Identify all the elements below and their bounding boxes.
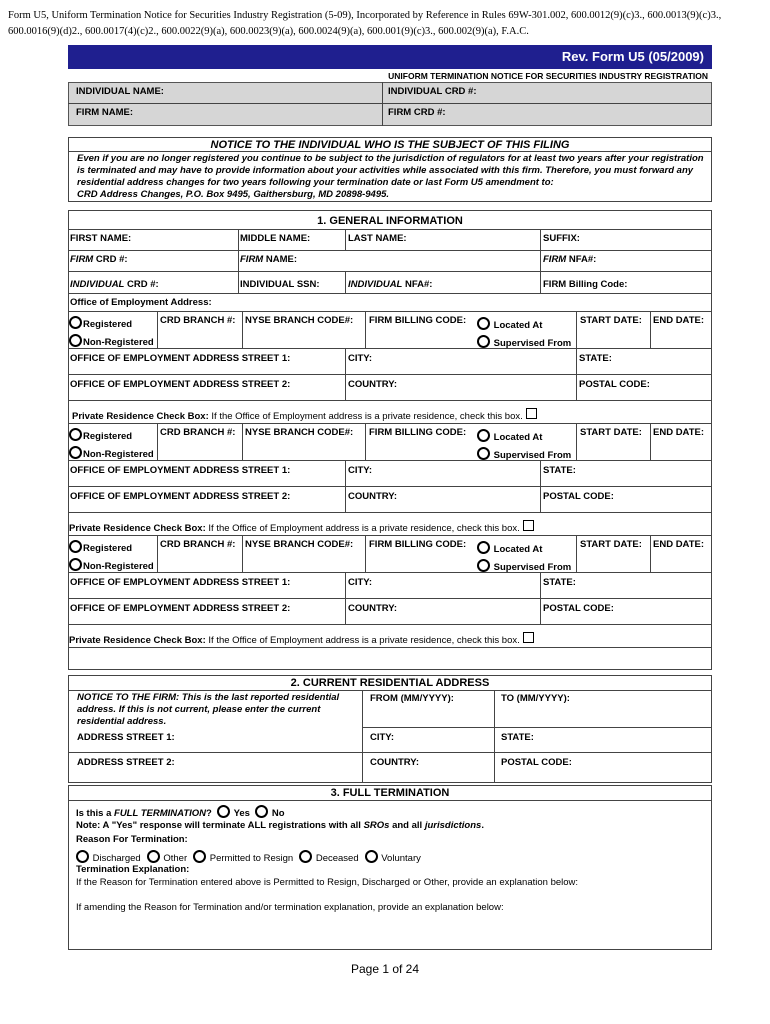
located-at-radio-2[interactable]: [477, 429, 542, 443]
notice-body-text: Even if you are no longer registered you continue to be subject to the jurisdiction of regulators for at least two years after your registration is terminated and may have to provide information about your activities while associated with this firm. Therefore, you must forward any residential address changes for two years following your termination date or last Form U5 amendment to:: [77, 153, 704, 188]
first-name-field[interactable]: FIRST NAME:: [70, 233, 132, 244]
radio-circle-icon: [477, 541, 490, 554]
ind-nfa-rest: NFA#:: [402, 279, 433, 290]
yes-radio[interactable]: [217, 805, 230, 818]
registered-radio-3[interactable]: [69, 540, 132, 554]
office-address-label: Office of Employment Address:: [70, 297, 212, 308]
yes-label: Yes: [233, 808, 250, 819]
middle-name-field[interactable]: MIDDLE NAME:: [240, 233, 311, 244]
section3-title: 3. FULL TERMINATION: [330, 787, 450, 799]
note-post: .: [481, 820, 484, 831]
res-postal-field[interactable]: POSTAL CODE:: [501, 757, 572, 768]
office-state-field-3[interactable]: STATE:: [543, 577, 576, 588]
located-at-radio-3[interactable]: [477, 541, 542, 555]
reason-radio-discharged[interactable]: [76, 853, 141, 864]
firm-billing-field-3[interactable]: FIRM BILLING CODE:: [369, 539, 467, 550]
note-sros: SROs: [363, 820, 390, 831]
crd-branch-field-3[interactable]: CRD BRANCH #:: [160, 539, 236, 550]
private-residence-label: Private Residence Check Box:: [69, 523, 206, 534]
nyse-branch-field-3[interactable]: NYSE BRANCH CODE#:: [245, 539, 354, 550]
form-subtitle: UNIFORM TERMINATION NOTICE FOR SECURITIES INDUSTRY REGISTRATION: [388, 71, 708, 81]
to-date-field[interactable]: TO (MM/YYYY):: [501, 693, 570, 704]
firm-billing-field-2[interactable]: FIRM BILLING CODE:: [369, 427, 467, 438]
radio-circle-icon: [69, 540, 82, 553]
reason-radio-permitted-to-resign[interactable]: [193, 853, 293, 864]
res-street1-field[interactable]: ADDRESS STREET 1:: [77, 732, 175, 743]
reason-radio-voluntary[interactable]: [365, 853, 421, 864]
reason-label: Permitted to Resign: [209, 853, 294, 864]
radio-circle-icon: [299, 850, 312, 863]
office-street2-field-1[interactable]: OFFICE OF EMPLOYMENT ADDRESS STREET 2:: [70, 379, 291, 390]
radio-circle-icon: [147, 850, 160, 863]
nyse-branch-field-1[interactable]: NYSE BRANCH CODE#:: [245, 315, 354, 326]
reason-label: Discharged: [92, 853, 141, 864]
radio-circle-icon: [76, 850, 89, 863]
office-street2-field-3[interactable]: OFFICE OF EMPLOYMENT ADDRESS STREET 2:: [70, 603, 291, 614]
firm-em: FIRM: [543, 254, 567, 265]
reason-label: Voluntary: [381, 853, 421, 864]
reason-label: Other: [163, 853, 188, 864]
radio-circle-icon: [477, 559, 490, 572]
q-post: ?: [206, 808, 212, 819]
last-name-field[interactable]: LAST NAME:: [348, 233, 407, 244]
individual-crd-field-s1[interactable]: [70, 279, 159, 290]
individual-ssn-field[interactable]: INDIVIDUAL SSN:: [240, 279, 320, 290]
located-at-radio-1[interactable]: [477, 317, 542, 331]
office-country-field-3[interactable]: COUNTRY:: [348, 603, 398, 614]
section2-notice: NOTICE TO THE FIRM: This is the last reported residential address. If this is not current, please enter the current residential address.: [77, 692, 340, 727]
section1-title: 1. GENERAL INFORMATION: [317, 215, 463, 227]
res-city-field[interactable]: CITY:: [370, 732, 395, 743]
non-registered-radio-3[interactable]: [69, 558, 154, 572]
firm-crd-field-s1[interactable]: [70, 254, 128, 265]
office-city-field-2[interactable]: CITY:: [348, 465, 373, 476]
private-residence-text: If the Office of Employment address is a private residence, check this box.: [208, 411, 523, 422]
page-number: Page 1 of 24: [350, 962, 420, 976]
individual-em: INDIVIDUAL: [348, 279, 403, 290]
supervised-from-label: Supervised From: [493, 338, 572, 349]
office-street1-field-2[interactable]: OFFICE OF EMPLOYMENT ADDRESS STREET 1:: [70, 465, 291, 476]
start-date-field-1[interactable]: START DATE:: [580, 315, 642, 326]
radio-circle-icon: [477, 429, 490, 442]
located-at-label: Located At: [493, 320, 543, 331]
nyse-branch-field-2[interactable]: NYSE BRANCH CODE#:: [245, 427, 354, 438]
notice-address-text: CRD Address Changes, P.O. Box 9495, Gaithersburg, MD 20898-9495.: [77, 189, 390, 200]
reason-radio-other[interactable]: [147, 853, 187, 864]
full-termination-question: [76, 805, 285, 819]
end-date-field-1[interactable]: END DATE:: [653, 315, 705, 326]
private-residence-label: Private Residence Check Box:: [69, 635, 206, 646]
private-residence-row-1: [72, 408, 537, 422]
end-date-field-3[interactable]: END DATE:: [653, 539, 705, 550]
registered-radio-2[interactable]: [69, 428, 132, 442]
individual-crd-field[interactable]: INDIVIDUAL CRD #:: [388, 86, 477, 97]
radio-circle-icon: [477, 447, 490, 460]
non-registered-radio-1[interactable]: [69, 334, 154, 348]
start-date-field-2[interactable]: START DATE:: [580, 427, 642, 438]
firm-nfa-rest: NFA#:: [566, 254, 597, 265]
office-country-field-2[interactable]: COUNTRY:: [348, 491, 398, 502]
radio-circle-icon: [69, 316, 82, 329]
rev-banner: Rev. Form U5 (05/2009): [68, 45, 712, 69]
office-country-field-1[interactable]: COUNTRY:: [348, 379, 398, 390]
amend-instructions: If amending the Reason for Termination and/or termination explanation, provide an explanation below:: [76, 902, 504, 913]
non-registered-label: Non-Registered: [83, 561, 154, 572]
res-street2-field[interactable]: ADDRESS STREET 2:: [77, 757, 175, 768]
radio-circle-icon: [69, 558, 82, 571]
no-radio[interactable]: [255, 805, 268, 818]
ind-crd-rest: CRD #:: [124, 279, 159, 290]
individual-nfa-field[interactable]: [348, 279, 432, 290]
private-residence-text: If the Office of Employment address is a private residence, check this box.: [205, 523, 520, 534]
reason-options: [76, 850, 427, 864]
res-state-field[interactable]: STATE:: [501, 732, 534, 743]
non-registered-label: Non-Registered: [83, 449, 154, 460]
registered-label: Registered: [83, 431, 133, 442]
crd-branch-field-2[interactable]: CRD BRANCH #:: [160, 427, 236, 438]
termination-note: [76, 820, 484, 831]
radio-circle-icon: [69, 446, 82, 459]
start-date-field-3[interactable]: START DATE:: [580, 539, 642, 550]
supervised-from-label: Supervised From: [493, 562, 572, 573]
located-at-label: Located At: [493, 544, 543, 555]
registered-label: Registered: [83, 319, 133, 330]
supervised-from-radio-3[interactable]: [477, 559, 571, 573]
radio-circle-icon: [477, 335, 490, 348]
firm-name-field-s1[interactable]: [240, 254, 297, 265]
radio-circle-icon: [69, 428, 82, 441]
private-residence-checkbox-3[interactable]: [523, 632, 534, 643]
private-residence-row-3: [69, 632, 534, 646]
crd-branch-field-1[interactable]: CRD BRANCH #:: [160, 315, 236, 326]
section2-title: 2. CURRENT RESIDENTIAL ADDRESS: [290, 677, 490, 689]
supervised-from-label: Supervised From: [493, 450, 572, 461]
individual-name-field[interactable]: INDIVIDUAL NAME:: [76, 86, 164, 97]
reason-label: Reason For Termination:: [76, 834, 188, 845]
office-street2-field-2[interactable]: OFFICE OF EMPLOYMENT ADDRESS STREET 2:: [70, 491, 291, 502]
end-date-field-2[interactable]: END DATE:: [653, 427, 705, 438]
radio-circle-icon: [477, 317, 490, 330]
private-residence-row-2: [69, 520, 534, 534]
private-residence-text: If the Office of Employment address is a private residence, check this box.: [205, 635, 520, 646]
explanation-label: Termination Explanation:: [76, 864, 190, 875]
registered-radio-1[interactable]: [69, 316, 132, 330]
office-city-field-3[interactable]: CITY:: [348, 577, 373, 588]
firm-name-field[interactable]: FIRM NAME:: [76, 107, 133, 118]
private-residence-checkbox-2[interactable]: [523, 520, 534, 531]
q-em: FULL TERMINATION: [114, 808, 207, 819]
notice-individual-title: NOTICE TO THE INDIVIDUAL WHO IS THE SUBJECT OF THIS FILING: [210, 139, 570, 151]
individual-em: INDIVIDUAL: [70, 279, 125, 290]
office-postal-field-3[interactable]: POSTAL CODE:: [543, 603, 614, 614]
office-postal-field-2[interactable]: POSTAL CODE:: [543, 491, 614, 502]
note-pre: Note: A "Yes" response will terminate ALL registrations with all: [76, 820, 364, 831]
registered-label: Registered: [83, 543, 133, 554]
no-label: No: [271, 808, 285, 819]
office-postal-field-1[interactable]: POSTAL CODE:: [579, 379, 650, 390]
radio-circle-icon: [193, 850, 206, 863]
office-state-field-1[interactable]: STATE:: [579, 353, 612, 364]
form-citation: Form U5, Uniform Termination Notice for Securities Industry Registration (5-09), Incorporated by Reference in Rules 69W-301.002, 600.0012(9)(c)3., 600.0013(9)(c)3., 600.0016(9)(d)2., 600.0017(4)(c)2., 600.0022(9)(a), 600.0023(9)(a), 600.0024(9)(a), 600.001(9)(c)3., 600.002(9)(a), F.A.C.: [8, 10, 722, 37]
firm-em: FIRM: [70, 254, 94, 265]
firm-em: FIRM: [240, 254, 264, 265]
private-residence-label: Private Residence Check Box:: [72, 411, 209, 422]
note-mid: and all: [389, 820, 425, 831]
reason-label: Deceased: [315, 853, 359, 864]
explanation-instructions: If the Reason for Termination entered above is Permitted to Resign, Discharged or Other, provide an explanation below:: [76, 877, 579, 888]
notice-individual-body: [77, 153, 707, 201]
office-city-field-1[interactable]: CITY:: [348, 353, 373, 364]
supervised-from-radio-2[interactable]: [477, 447, 571, 461]
private-residence-checkbox-1[interactable]: [526, 408, 537, 419]
supervised-from-radio-1[interactable]: [477, 335, 571, 349]
firm-crd-field[interactable]: FIRM CRD #:: [388, 107, 446, 118]
non-registered-label: Non-Registered: [83, 337, 154, 348]
suffix-field[interactable]: SUFFIX:: [543, 233, 580, 244]
reason-radio-deceased[interactable]: [299, 853, 358, 864]
q-pre: Is this a: [76, 808, 115, 819]
non-registered-radio-2[interactable]: [69, 446, 154, 460]
firm-crd-rest: CRD #:: [93, 254, 128, 265]
firm-billing-code-field[interactable]: FIRM Billing Code:: [543, 279, 628, 290]
note-jurisdictions: jurisdictions: [424, 820, 482, 831]
firm-billing-field-1[interactable]: FIRM BILLING CODE:: [369, 315, 467, 326]
firm-nfa-field[interactable]: [543, 254, 596, 265]
office-street1-field-3[interactable]: OFFICE OF EMPLOYMENT ADDRESS STREET 1:: [70, 577, 291, 588]
located-at-label: Located At: [493, 432, 543, 443]
office-state-field-2[interactable]: STATE:: [543, 465, 576, 476]
office-street1-field-1[interactable]: OFFICE OF EMPLOYMENT ADDRESS STREET 1:: [70, 353, 291, 364]
firm-name-rest: NAME:: [263, 254, 297, 265]
radio-circle-icon: [365, 850, 378, 863]
from-date-field[interactable]: FROM (MM/YYYY):: [370, 693, 454, 704]
res-country-field[interactable]: COUNTRY:: [370, 757, 420, 768]
radio-circle-icon: [69, 334, 82, 347]
